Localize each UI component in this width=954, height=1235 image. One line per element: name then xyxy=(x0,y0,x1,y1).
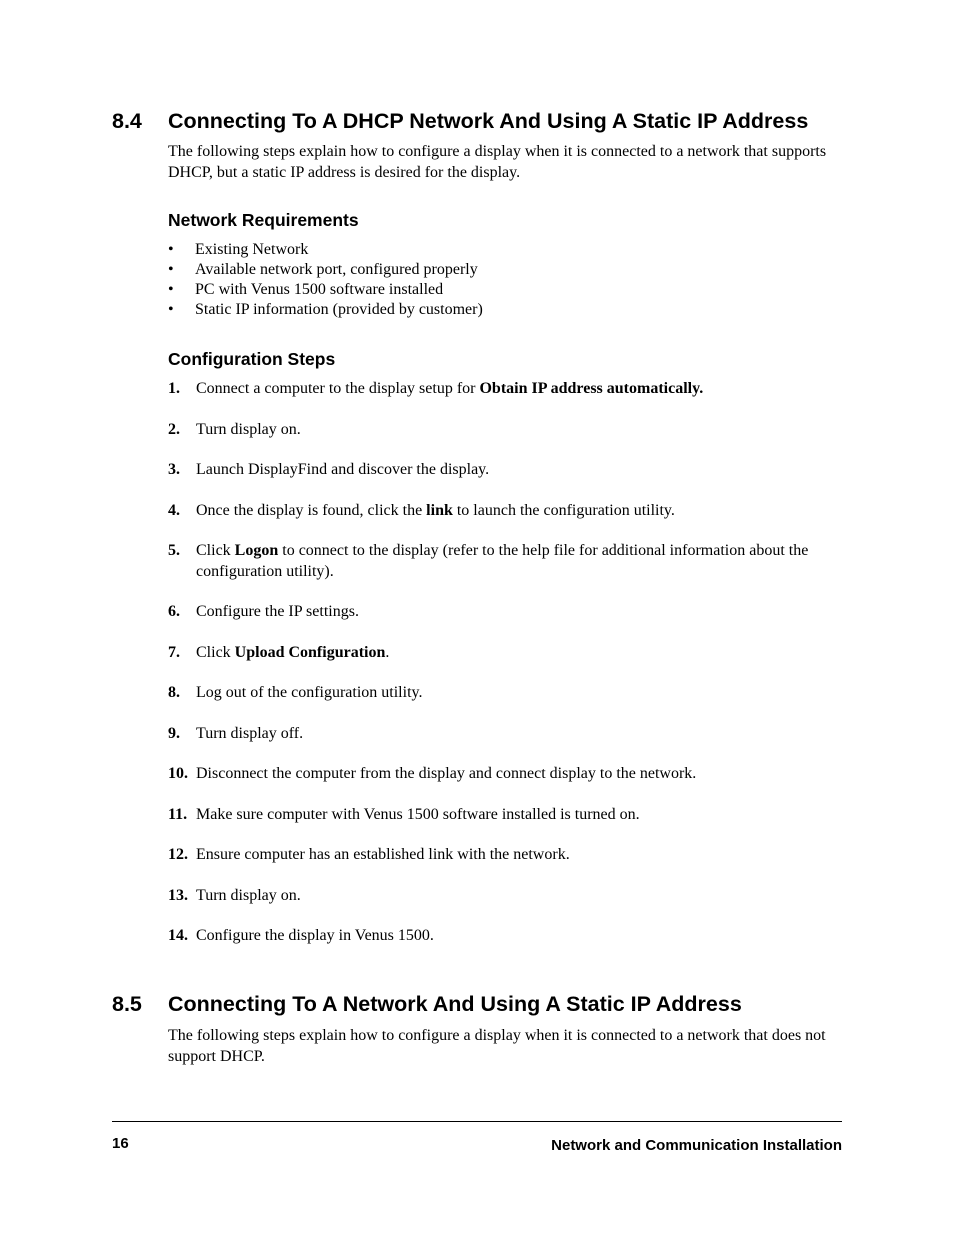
bullet: • xyxy=(168,261,174,278)
step-number: 9. xyxy=(168,725,180,742)
step-text: Log out of the configuration utility. xyxy=(196,684,423,701)
section-number: 8.4 xyxy=(112,109,142,133)
step-number: 8. xyxy=(168,684,180,701)
footer-rule xyxy=(112,1121,842,1122)
step-text: Configure the IP settings. xyxy=(196,603,359,620)
requirements-list xyxy=(168,240,828,322)
step-text: Connect a computer to the display setup for Obtain IP address automatically. xyxy=(196,380,704,397)
step-number: 7. xyxy=(168,644,180,661)
step-text: Launch DisplayFind and discover the display. xyxy=(196,461,490,478)
section-title: Connecting To A DHCP Network And Using A Static IP Address xyxy=(168,109,809,133)
bullet: • xyxy=(168,301,174,318)
step-text: Configure the display in Venus 1500. xyxy=(196,927,434,944)
step-text: Make sure computer with Venus 1500 software installed is turned on. xyxy=(196,806,640,823)
list-item-text: PC with Venus 1500 software installed xyxy=(195,281,444,298)
step-item xyxy=(168,642,840,663)
step-number: 12. xyxy=(168,846,188,863)
section-8-4-intro: The following steps explain how to configure a display when it is connected to a network that supports DHCP, but a static IP address is desired for the display. xyxy=(168,143,827,181)
step-number: 13. xyxy=(168,887,188,904)
step-number: 4. xyxy=(168,502,180,519)
list-item-text: Available network port, configured properly xyxy=(195,261,478,278)
step-text: Click Logon to connect to the display (refer to the help file for additional information about the configuration utility). xyxy=(196,542,809,580)
step-item xyxy=(168,723,840,744)
page-number: 16 xyxy=(112,1135,129,1152)
step-item xyxy=(168,378,840,399)
step-item xyxy=(168,885,840,906)
step-item xyxy=(168,925,840,946)
step-item xyxy=(168,419,840,440)
step-item xyxy=(168,763,840,784)
section-8-5-intro: The following steps explain how to configure a display when it is connected to a network that does not support DHCP. xyxy=(168,1027,826,1065)
section-title: Connecting To A Network And Using A Static IP Address xyxy=(168,992,742,1016)
configuration-steps-list xyxy=(168,378,840,948)
step-item xyxy=(168,804,840,825)
step-number: 6. xyxy=(168,603,180,620)
step-text: Once the display is found, click the link to launch the configuration utility. xyxy=(196,502,675,519)
step-item xyxy=(168,459,840,480)
step-text: Turn display on. xyxy=(196,421,301,438)
section-number: 8.5 xyxy=(112,992,142,1016)
bullet: • xyxy=(168,241,174,258)
step-item xyxy=(168,682,840,703)
step-text: Turn display off. xyxy=(196,725,304,742)
chapter-title: Network and Communication Installation xyxy=(551,1137,842,1154)
step-number: 11. xyxy=(168,806,188,823)
step-item xyxy=(168,540,840,582)
network-requirements-heading: Network Requirements xyxy=(168,210,359,230)
configuration-steps-heading: Configuration Steps xyxy=(168,349,336,369)
step-number: 2. xyxy=(168,421,180,438)
bullet: • xyxy=(168,281,174,298)
section-8-5-heading xyxy=(112,991,852,1017)
step-number: 10. xyxy=(168,765,188,782)
step-text: Ensure computer has an established link with the network. xyxy=(196,846,570,863)
list-item-text: Existing Network xyxy=(195,241,309,258)
step-text: Click Upload Configuration. xyxy=(196,644,390,661)
step-number: 1. xyxy=(168,380,180,397)
step-item xyxy=(168,601,840,622)
step-text: Disconnect the computer from the display and connect display to the network. xyxy=(196,765,697,782)
step-item xyxy=(168,500,840,521)
step-item xyxy=(168,844,840,865)
list-item-text: Static IP information (provided by customer) xyxy=(195,301,483,318)
step-number: 14. xyxy=(168,927,188,944)
step-number: 5. xyxy=(168,542,180,559)
step-text: Turn display on. xyxy=(196,887,301,904)
step-number: 3. xyxy=(168,461,180,478)
section-8-4-heading xyxy=(112,108,852,134)
